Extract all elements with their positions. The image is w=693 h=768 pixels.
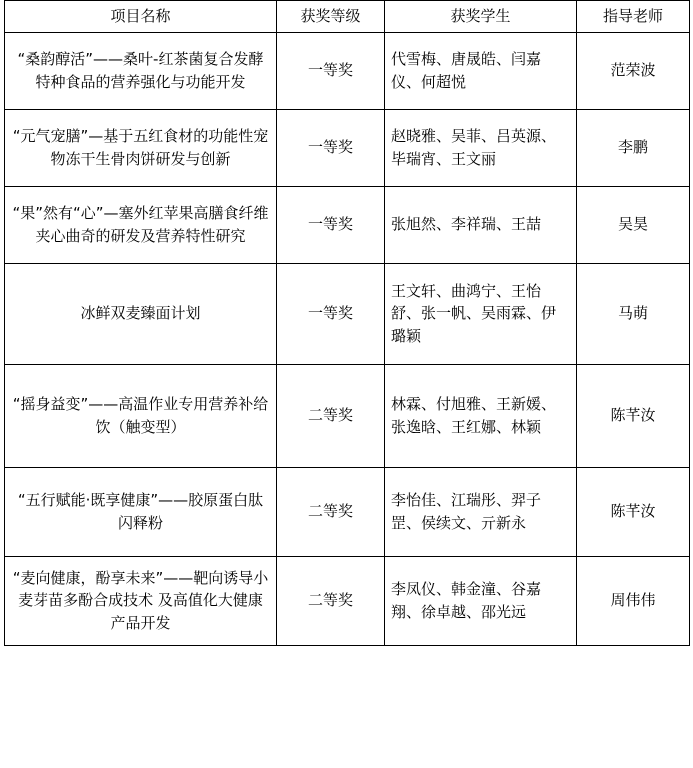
cell-teacher: 马萌 <box>577 263 690 364</box>
cell-project: “果”然有“心”—塞外红苹果高膳食纤维夹心曲奇的研发及营养特性研究 <box>5 186 277 263</box>
cell-level: 二等奖 <box>277 556 385 645</box>
cell-teacher: 范荣波 <box>577 32 690 109</box>
table-header <box>5 1 690 33</box>
cell-teacher: 陈芊汝 <box>577 467 690 556</box>
column-header-level: 获奖等级 <box>277 1 385 33</box>
table-row <box>5 467 690 556</box>
table-row <box>5 32 690 109</box>
cell-level: 一等奖 <box>277 263 385 364</box>
cell-students: 王文轩、曲鸿宁、王怡舒、张一帆、吴雨霖、伊璐颖 <box>385 263 577 364</box>
table-row <box>5 364 690 467</box>
award-table <box>4 0 690 646</box>
table-row <box>5 263 690 364</box>
cell-project: “元气宠膳”—基于五红食材的功能性宠物冻干生骨肉饼研发与创新 <box>5 109 277 186</box>
cell-project: “五行赋能·既享健康”——胶原蛋白肽闪释粉 <box>5 467 277 556</box>
cell-students: 李怡佳、江瑞彤、羿子罡、侯续文、亓新永 <box>385 467 577 556</box>
cell-teacher: 陈芊汝 <box>577 364 690 467</box>
cell-project: “麦向健康，酚享未来”——靶向诱导小麦芽苗多酚合成技术 及高值化大健康产品开发 <box>5 556 277 645</box>
table-header-row <box>5 1 690 33</box>
table-row <box>5 109 690 186</box>
cell-students: 代雪梅、唐晟皓、闫嘉仪、何超悦 <box>385 32 577 109</box>
table-row <box>5 556 690 645</box>
cell-students: 张旭然、李祥瑞、王喆 <box>385 186 577 263</box>
cell-students: 赵晓雅、吴菲、吕英源、毕瑞宵、王文丽 <box>385 109 577 186</box>
cell-level: 一等奖 <box>277 32 385 109</box>
cell-students: 林霖、付旭雅、王新媛、张逸晗、王红娜、林颖 <box>385 364 577 467</box>
cell-project: “桑韵醇活”——桑叶-红茶菌复合发酵特种食品的营养强化与功能开发 <box>5 32 277 109</box>
cell-project: “摇身益变”——高温作业专用营养补给饮（触变型） <box>5 364 277 467</box>
column-header-student: 获奖学生 <box>385 1 577 33</box>
cell-students: 李凤仪、韩金潼、谷嘉翔、徐卓越、邵光远 <box>385 556 577 645</box>
table-row <box>5 186 690 263</box>
cell-teacher: 周伟伟 <box>577 556 690 645</box>
cell-teacher: 李鹏 <box>577 109 690 186</box>
table-body <box>5 32 690 645</box>
cell-level: 二等奖 <box>277 467 385 556</box>
cell-level: 一等奖 <box>277 109 385 186</box>
cell-level: 二等奖 <box>277 364 385 467</box>
column-header-teacher: 指导老师 <box>577 1 690 33</box>
cell-teacher: 吴昊 <box>577 186 690 263</box>
column-header-project: 项目名称 <box>5 1 277 33</box>
cell-project: 冰鲜双麦臻面计划 <box>5 263 277 364</box>
cell-level: 一等奖 <box>277 186 385 263</box>
